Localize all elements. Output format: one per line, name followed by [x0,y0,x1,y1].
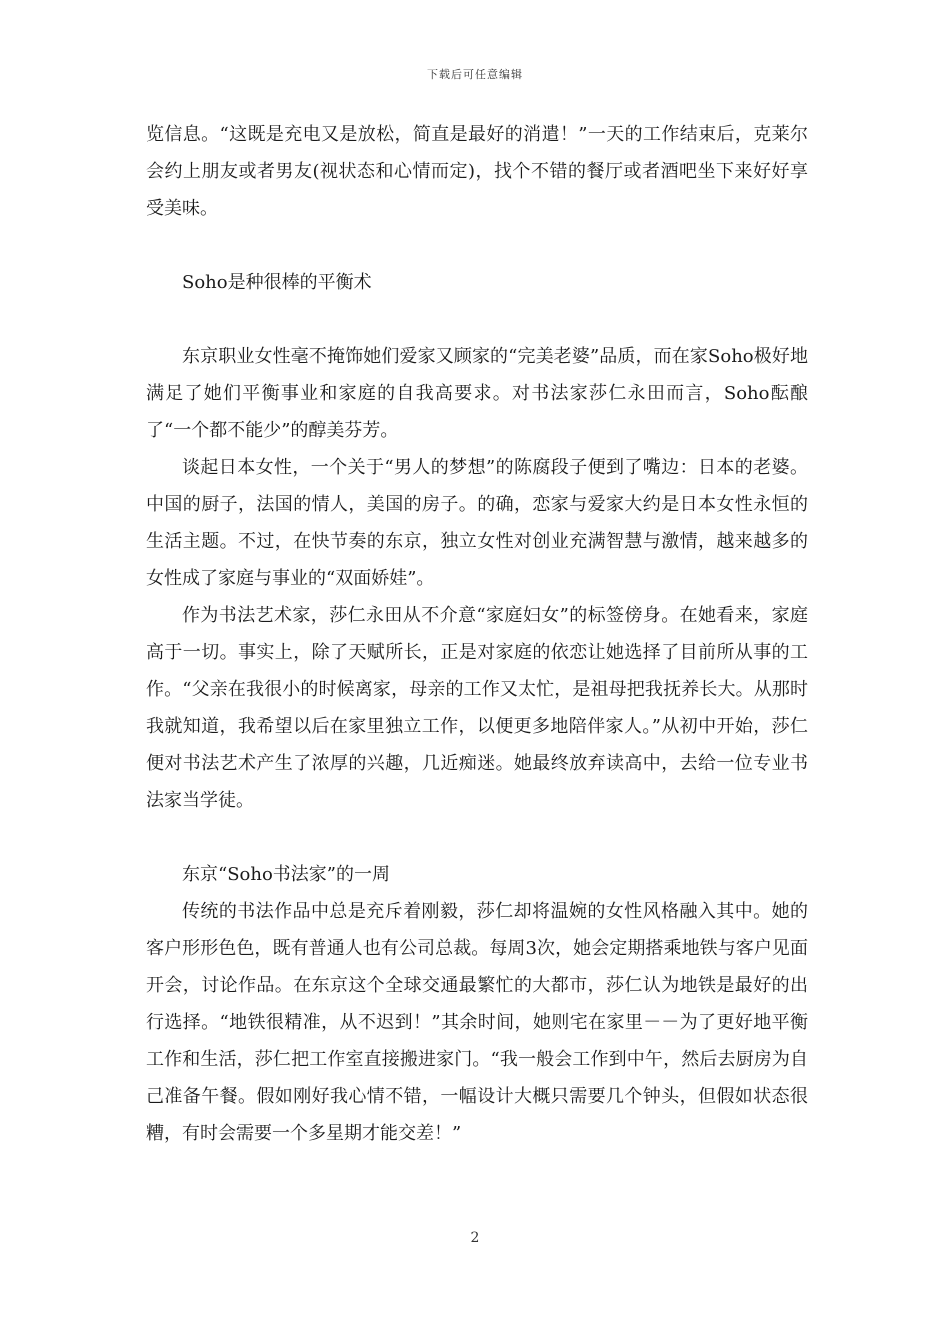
document-body [146,116,808,1152]
page-header: 下载后可任意编辑 [427,68,523,81]
page-number: 2 [470,1230,480,1246]
paragraph-calligrapher: 作为书法艺术家，莎仁永田从不介意“家庭妇女”的标签傍身。在她看来，家庭高于一切。事实上，除了天赋所长，正是对家庭的依恋让她选择了目前所从事的工作。“父亲在我很小的时候离家，母亲的工作又太忙，是祖母把我抚养长大。从那时我就知道，我希望以后在家里独立工作，以便更多地陪伴家人。”从初中开始，莎仁便对书法艺术产生了浓厚的兴趣，几近痴迷。她最终放弃读高中，去给一位专业书法家当学徒。 [146,605,808,811]
section-heading-balance: Soho是种很棒的平衡术 [182,272,372,293]
paragraph-continuation: 览信息。“这既是充电又是放松，简直是最好的消遣！”一天的工作结束后，克莱尔会约上朋友或者男友(视状态和心情而定)，找个不错的餐厅或者酒吧坐下来好好享受美味。 [146,124,808,219]
paragraph-tokyo-women: 东京职业女性毫不掩饰她们爱家又顾家的“完美老婆”品质，而在家Soho极好地满足了她们平衡事业和家庭的自我高要求。对书法家莎仁永田而言，Soho酝酿了“一个都不能少”的醇美芬芳。 [146,346,808,441]
paragraph-calligraphy-work: 传统的书法作品中总是充斥着刚毅，莎仁却将温婉的女性风格融入其中。她的客户形形色色，既有普通人也有公司总裁。每周3次，她会定期搭乘地铁与客户见面开会，讨论作品。在东京这个全球交通最繁忙的大都市，莎仁认为地铁是最好的出行选择。“地铁很精准，从不迟到！”其余时间，她则宅在家里－－为了更好地平衡工作和生活，莎仁把工作室直接搬进家门。“我一般会工作到中午，然后去厨房为自己准备午餐。假如刚好我心情不错，一幅设计大概只需要几个钟头，但假如状态很糟，有时会需要一个多星期才能交差！” [146,901,808,1144]
section-heading-week: 东京“Soho书法家”的一周 [182,864,391,885]
paragraph-spacer [146,301,808,338]
paragraph-japanese-women: 谈起日本女性，一个关于“男人的梦想”的陈腐段子便到了嘴边：日本的老婆。中国的厨子，法国的情人，美国的房子。的确，恋家与爱家大约是日本女性永恒的生活主题。不过，在快节奏的东京，独立女性对创业充满智慧与激情，越来越多的女性成了家庭与事业的“双面娇娃”。 [146,457,808,589]
paragraph-spacer [146,819,808,856]
paragraph-spacer [146,227,808,264]
